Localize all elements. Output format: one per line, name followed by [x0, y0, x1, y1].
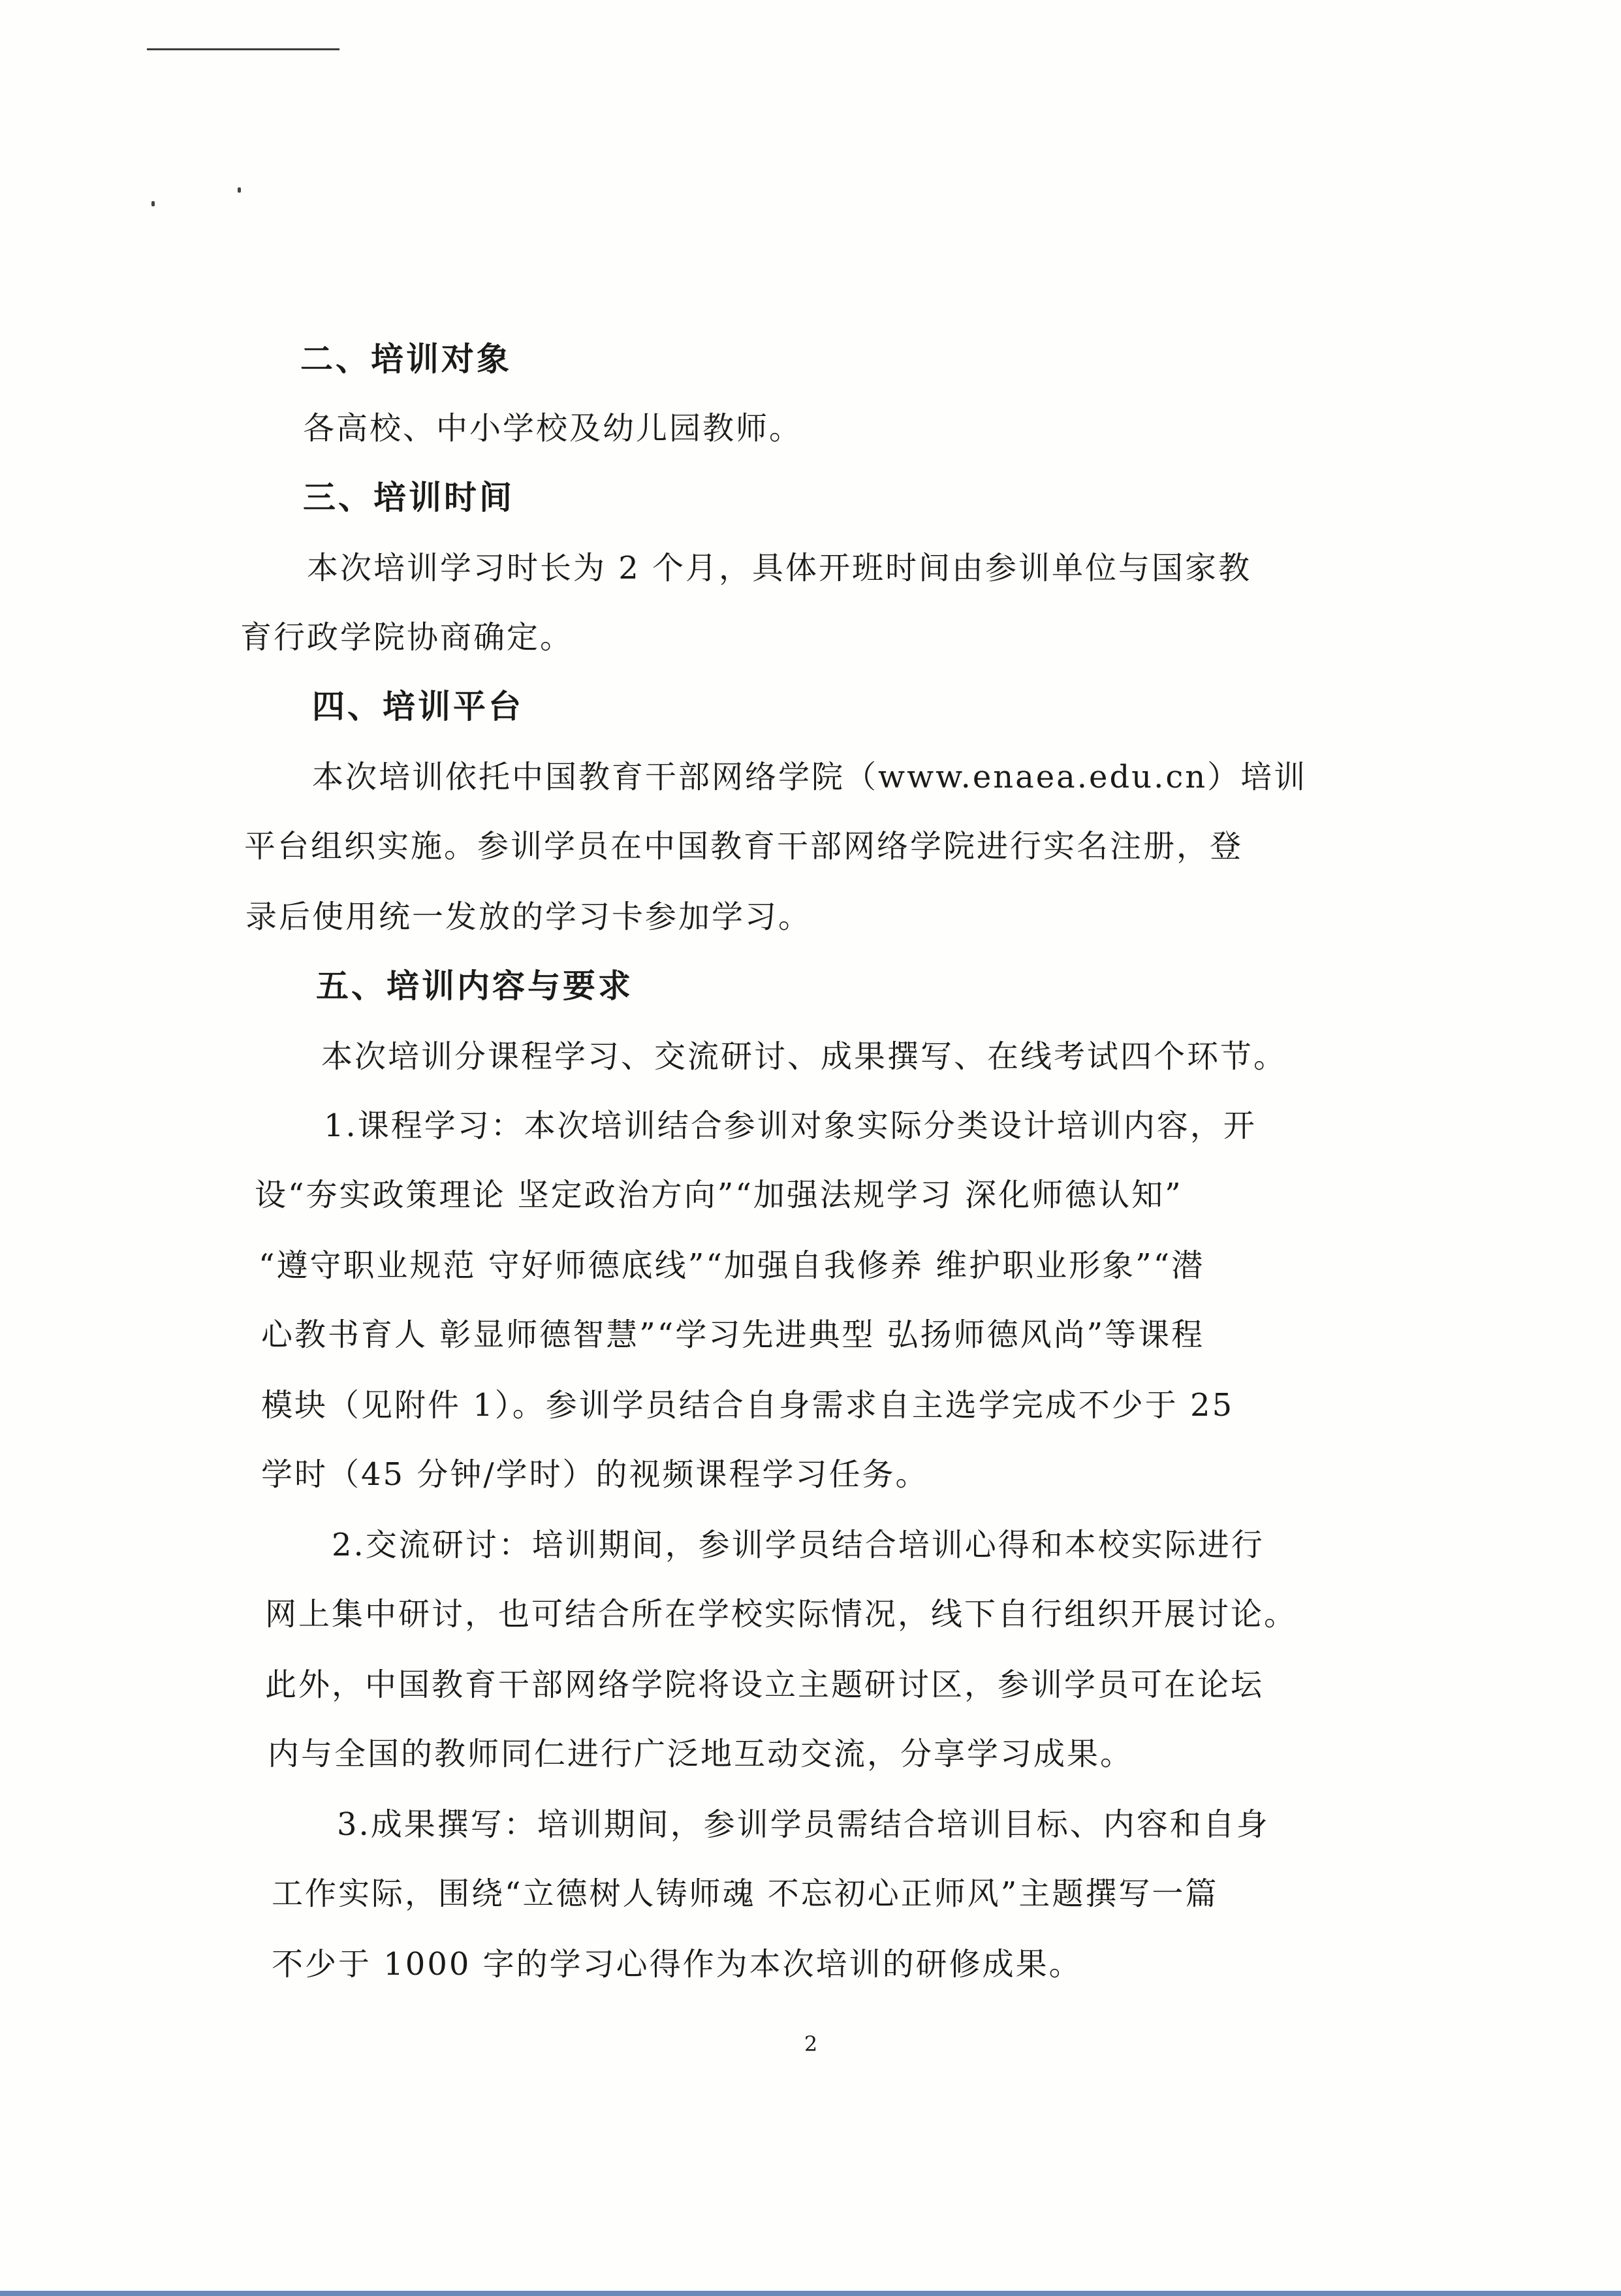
section-heading-platform: 四、培训平台 [312, 688, 524, 725]
paragraph-line: 不少于 1000 字的学习心得作为本次培训的研修成果。 [272, 1946, 1082, 1983]
header-rule [147, 48, 339, 50]
scan-speck [238, 187, 241, 193]
paragraph-line: 学时（45 分钟/学时）的视频课程学习任务。 [261, 1456, 929, 1493]
paragraph-line: 此外，中国教育干部网络学院将设立主题研讨区，参训学员可在论坛 [265, 1666, 1265, 1703]
section-heading-time: 三、培训时间 [303, 479, 514, 517]
paragraph-line: 网上集中研讨，也可结合所在学校实际情况，线下自行组织开展讨论。 [265, 1596, 1298, 1633]
paragraph-line: 本次培训依托中国教育干部网络学院（www.enaea.edu.cn）培训 [312, 759, 1308, 795]
scan-speck [151, 201, 155, 206]
paragraph-line: 育行政学院协商确定。 [240, 619, 574, 656]
page-number: 2 [804, 2032, 818, 2056]
paragraph-line: 内与全国的教师同仁进行广泛地互动交流，分享学习成果。 [268, 1736, 1134, 1772]
section-heading-target: 二、培训对象 [300, 340, 512, 378]
paragraph-line: 心教书育人 彰显师德智慧”“学习先进典型 弘扬师德风尚”等课程 [261, 1316, 1205, 1353]
scan-bottom-edge [0, 2291, 1621, 2296]
paragraph-line: 3.成果撰写：培训期间，参训学员需结合培训目标、内容和自身 [337, 1806, 1270, 1843]
paragraph-line: 录后使用统一发放的学习卡参加学习。 [245, 899, 812, 935]
paragraph-line: 本次培训分课程学习、交流研讨、成果撰写、在线考试四个环节。 [321, 1038, 1287, 1075]
paragraph-line: 平台组织实施。参训学员在中国教育干部网络学院进行实名注册，登 [244, 828, 1244, 865]
section-heading-content: 五、培训内容与要求 [316, 967, 633, 1005]
paragraph-line: 模块（见附件 1）。参训学员结合自身需求自主选学完成不少于 25 [261, 1387, 1235, 1424]
paragraph-line: 2.交流研讨：培训期间，参训学员结合培训心得和本校实际进行 [332, 1527, 1265, 1563]
paragraph-line: 1.课程学习：本次培训结合参训对象实际分类设计培训内容，开 [324, 1108, 1257, 1144]
paragraph-line: 本次培训学习时长为 2 个月，具体开班时间由参训单位与国家教 [307, 550, 1252, 586]
paragraph-line: 各高校、中小学校及幼儿园教师。 [303, 410, 803, 447]
paragraph-line: 工作实际，围绕“立德树人铸师魂 不忘初心正师风”主题撰写一篇 [272, 1875, 1219, 1912]
paragraph-line: 设“夯实政策理论 坚定政治方向”“加强法规学习 深化师德认知” [255, 1177, 1183, 1213]
paragraph-line: “遵守职业规范 守好师德底线”“加强自我修养 维护职业形象”“潜 [259, 1247, 1205, 1284]
